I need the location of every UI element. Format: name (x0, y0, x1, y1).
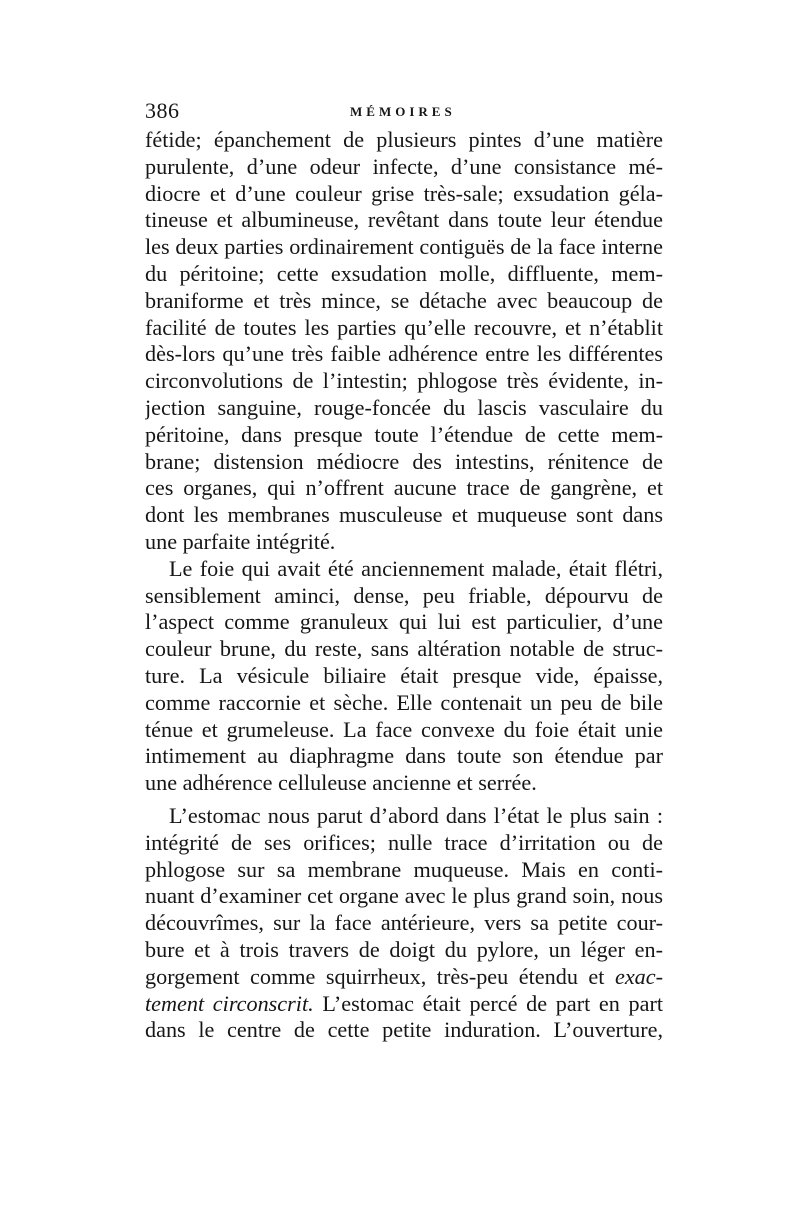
text-line: jection sanguine, rouge-foncée du lascis vasculaire du (145, 394, 663, 420)
text-line: facilité de toutes les parties qu’elle recouvre, et n’établit (145, 314, 663, 340)
text-line: bure et à trois travers de doigt du pylore, un léger en- (145, 936, 663, 962)
text-line: brane; distension médiocre des intestins, rénitence de (145, 448, 663, 474)
text-line: dans le centre de cette petite induration. L’ouverture, (145, 1017, 663, 1043)
text-line: phlogose sur sa membrane muqueuse. Mais en conti- (145, 856, 663, 882)
text-line: du péritoine; cette exsudation molle, diffluente, mem- (145, 260, 663, 286)
text-line: circonvolutions de l’intestin; phlogose très évidente, in- (145, 368, 663, 394)
text-line: une parfaite intégrité. (145, 528, 336, 554)
text-line: braniforme et très mince, se détache avec beaucoup de (145, 287, 663, 313)
running-title: MÉMOIRES (350, 104, 456, 119)
text-line: sensiblement aminci, dense, peu friable, dépourvu de (145, 582, 663, 608)
text-line: L’estomac nous parut d’abord dans l’état le plus sain : (169, 802, 663, 828)
text-line-with-italic (145, 964, 663, 991)
text-line: intimement au diaphragme dans toute son étendue par (145, 743, 663, 769)
text-line: les deux parties ordinairement contiguës de la face interne (145, 234, 663, 260)
paragraph-2 (145, 556, 663, 797)
text-line: intégrité de ses orifices; nulle trace d’irritation ou de (145, 829, 663, 855)
text-line: ture. La vésicule biliaire était presque vide, épaisse, (145, 662, 663, 688)
body-text (145, 127, 663, 1044)
text-fragment: gorgement comme squirrheux, très-peu étendu et (145, 963, 615, 989)
text-line: découvrîmes, sur la face antérieure, vers sa petite cour- (145, 910, 663, 936)
italic-fragment: exac- (614, 963, 663, 989)
text-line: tineuse et albumineuse, revêtant dans toute leur étendue (145, 207, 663, 233)
text-line: comme raccornie et sèche. Elle contenait un peu de bile (145, 689, 663, 715)
text-line: ténue et grumeleuse. La face convexe du foie était unie (145, 716, 663, 742)
text-fragment: L’estomac était percé de part en part (313, 990, 663, 1016)
text-line-with-italic (145, 991, 663, 1018)
italic-fragment: tement circonscrit. (145, 990, 314, 1016)
text-line: ces organes, qui n’offrent aucune trace de gangrène, et (145, 475, 663, 501)
text-line: couleur brune, du reste, sans altération notable de struc- (145, 636, 663, 662)
text-line: dont les membranes musculeuse et muqueuse sont dans (145, 502, 663, 528)
text-line: diocre et d’une couleur grise très-sale; exsudation géla- (145, 180, 663, 206)
text-line: Le foie qui avait été anciennement malade, était flétri, (169, 555, 663, 581)
running-head (145, 98, 663, 128)
text-line: l’aspect comme granuleux qui lui est particulier, d’une (145, 609, 663, 635)
page-number: 386 (145, 98, 180, 123)
text-line: nuant d’examiner cet organe avec le plus grand soin, nous (145, 883, 663, 909)
text-line: purulente, d’une odeur infecte, d’une consistance mé- (145, 153, 663, 179)
paragraph-1 (145, 127, 663, 556)
text-line: péritoine, dans presque toute l’étendue de cette mem- (145, 421, 663, 447)
text-line: dès-lors qu’une très faible adhérence entre les différentes (145, 341, 663, 367)
paragraph-3 (145, 803, 663, 1044)
text-line: fétide; épanchement de plusieurs pintes d’une matière (145, 127, 663, 152)
text-line: une adhérence celluleuse ancienne et serrée. (145, 770, 537, 796)
